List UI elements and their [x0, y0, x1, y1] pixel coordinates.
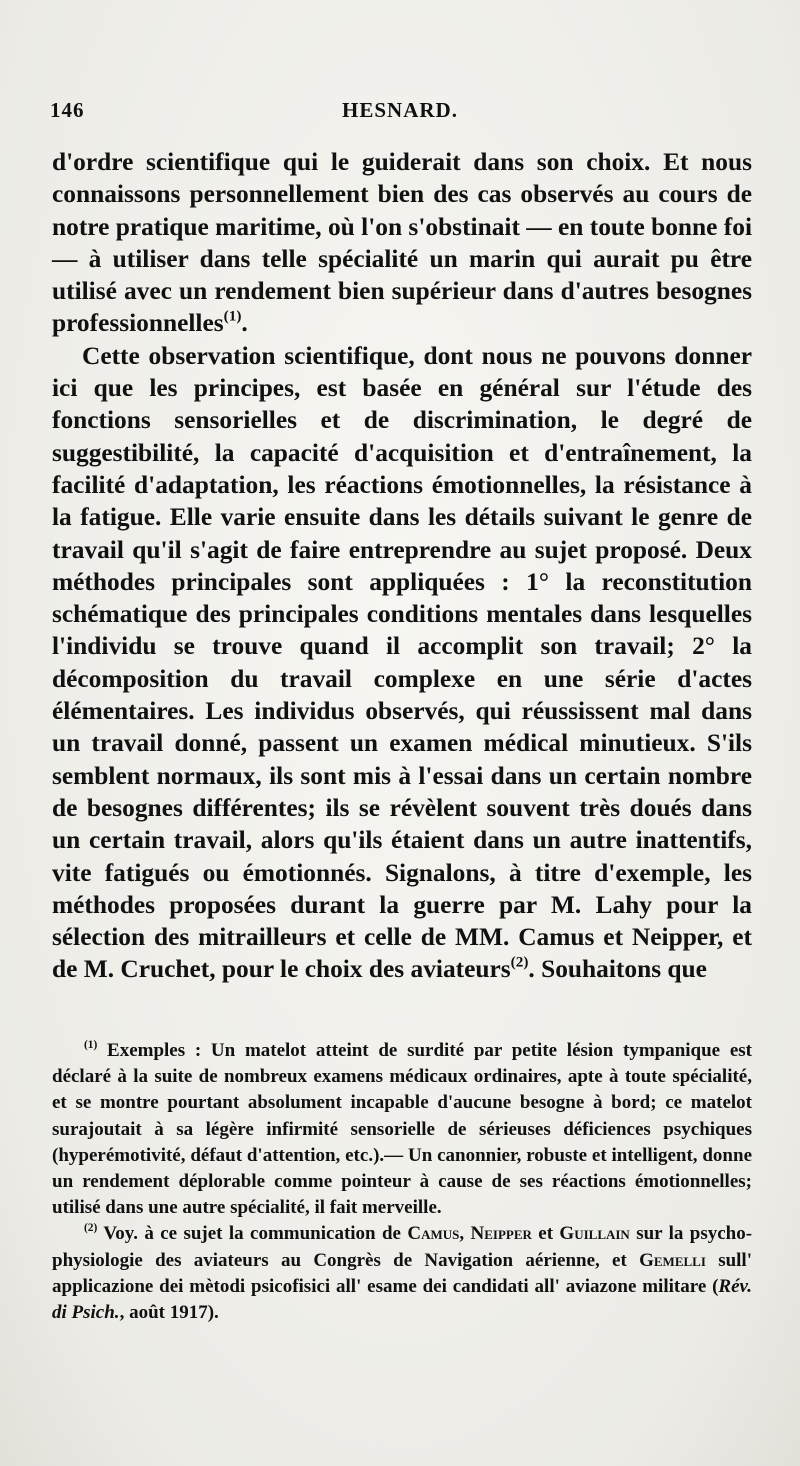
footnote-2-text-b: ,	[459, 1223, 465, 1245]
paragraph-2-end: . Souhaitons que	[528, 955, 707, 984]
page-number: 146	[50, 98, 85, 122]
footnote-1-mark: (1)	[84, 1039, 98, 1052]
paragraph-1-text: d'ordre scientifique qui le guiderait dans son choix. Et nous connaissons personnellement bien des cas observés au cours de notre pratique maritime, où l'on s'obstinait — en toute bonne foi — à utiliser dans telle spécialité un marin qui aurait pu être utilisé avec un rendement bien supérieur dans d'autres besognes professionnelles	[52, 148, 752, 338]
footnote-2	[52, 1221, 752, 1326]
paragraph-2-text: Cette observation scientifique, dont nous ne pouvons donner ici que les principes, est basée en général sur l'étude des fonctions sensorielles et de discrimination, le degré de suggestibilité, la capacité d'acquisition et d'entraînement, la facilité d'adaptation, les réactions émotionnelles, la résistance à la fatigue. Elle varie ensuite dans les détails suivant le genre de travail qu'il s'agit de faire entreprendre au sujet proposé. Deux méthodes principales sont appliquées : 1° la reconstitution schématique des principales conditions mentales dans lesquelles l'individu se trouve quand il accomplit son travail; 2° la décomposition du travail complexe en une série d'actes élémentaires. Les individus observés, qui réussissent mal dans un travail donné, passent un examen médical minutieux. S'ils semblent normaux, ils sont mis à l'essai dans un certain nombre de besognes différentes; ils se révèlent souvent très doués dans un certain travail, alors qu'ils étaient dans un autre inattentifs, vite fatigués ou émotionnés. Signalons, à titre d'exemple, les méthodes proposées durant la guerre par M. Lahy pour la sélection des mitrailleurs et celle de MM. Camus et Neipper, et de M. Cruchet, pour le choix des aviateurs	[52, 341, 752, 984]
footnote-2-text-a: Voy. à ce sujet la communication de	[103, 1223, 401, 1245]
footnotes	[52, 1038, 752, 1326]
footnote-2-text-e: sull' applicazione dei mètodi psicofisici all' esame dei candidati all' aviazone militare (	[52, 1249, 752, 1297]
author-neipper: Neipper	[470, 1223, 532, 1245]
footnote-2-text-f: , août 1917).	[119, 1302, 219, 1324]
footnote-2-text-c: et	[538, 1223, 554, 1245]
paragraph-2	[52, 340, 752, 986]
footnote-ref-1: (1)	[223, 307, 242, 325]
footnote-ref-2: (2)	[510, 953, 529, 971]
author-camus: Camus	[407, 1223, 460, 1245]
footnote-1-text: Exemples : Un matelot atteint de surdité par petite lésion tympanique est déclaré à la suite de nombreux examens médicaux ordinaires, apte à toute spécialité, et se montre pourtant absolument incapable d'aucune besogne à bord; ce matelot surajoutait à sa légère infirmité sensorielle de sérieuses déficiences psychiques (hyperémotivité, défaut d'attention, etc.).— Un canonnier, robuste et intelligent, donne un rendement déplorable comme pointeur à cause de ses réactions émotionnelles; utilisé dans une autre spécialité, il fait merveille.	[52, 1040, 753, 1219]
paragraph-1	[52, 146, 752, 340]
footnote-2-text-d: sur la psycho-physiologie des aviateurs au Congrès de Navigation aérienne, et	[52, 1223, 753, 1271]
author-gemelli: Gemelli	[639, 1249, 706, 1271]
page-header	[50, 98, 750, 130]
footnote-2-mark: (2)	[84, 1222, 98, 1235]
paragraph-1-end: .	[241, 309, 248, 338]
body-text	[52, 146, 752, 986]
running-head: HESNARD.	[342, 98, 458, 122]
footnote-1	[52, 1038, 752, 1221]
author-guillain: Guillain	[559, 1223, 630, 1245]
journal-title: Rév. di Psich.	[52, 1275, 752, 1324]
